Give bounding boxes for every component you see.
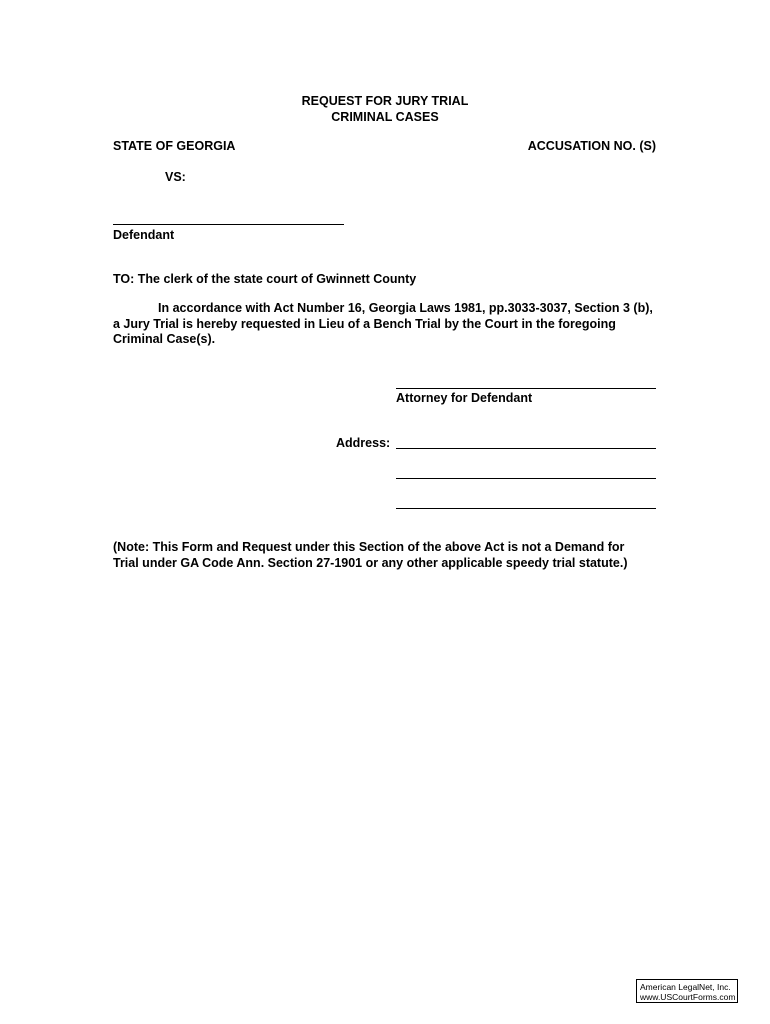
body-paragraph-text: In accordance with Act Number 16, Georgia Laws 1981, pp.3033-3037, Section 3 (b), a Jury Trial is hereby requested in Lieu of a Bench Trial by the Court in the foregoing Criminal Case(s). bbox=[113, 301, 653, 346]
attorney-for-defendant-label: Attorney for Defendant bbox=[396, 391, 533, 405]
defendant-label: Defendant bbox=[113, 228, 175, 242]
accusation-number-label: ACCUSATION NO. (S) bbox=[527, 139, 656, 153]
note-paragraph: (Note: This Form and Request under this Section of the above Act is not a Demand for Trial under GA Code Ann. Section 27-1901 or any other applicable speedy trial statute.) bbox=[113, 540, 628, 570]
state-label: STATE OF GEORGIA bbox=[113, 139, 236, 153]
address-line-2[interactable] bbox=[396, 478, 656, 479]
address-label: Address: bbox=[336, 436, 391, 450]
publisher-url: www.USCourtForms.com bbox=[640, 992, 736, 1002]
address-line-3[interactable] bbox=[396, 508, 656, 509]
title-line-2: CRIMINAL CASES bbox=[331, 110, 439, 124]
addressee-line: TO: The clerk of the state court of Gwinnett County bbox=[113, 272, 417, 286]
vs-label: VS: bbox=[165, 170, 186, 184]
address-line-1[interactable] bbox=[396, 448, 656, 449]
title-line-1: REQUEST FOR JURY TRIAL bbox=[301, 94, 469, 108]
defendant-name-line[interactable] bbox=[113, 224, 344, 225]
publisher-name: American LegalNet, Inc. bbox=[640, 982, 731, 992]
body-paragraph bbox=[113, 301, 653, 348]
publisher-footer bbox=[636, 979, 738, 1003]
document-title bbox=[235, 93, 535, 125]
attorney-signature-line[interactable] bbox=[396, 388, 656, 389]
